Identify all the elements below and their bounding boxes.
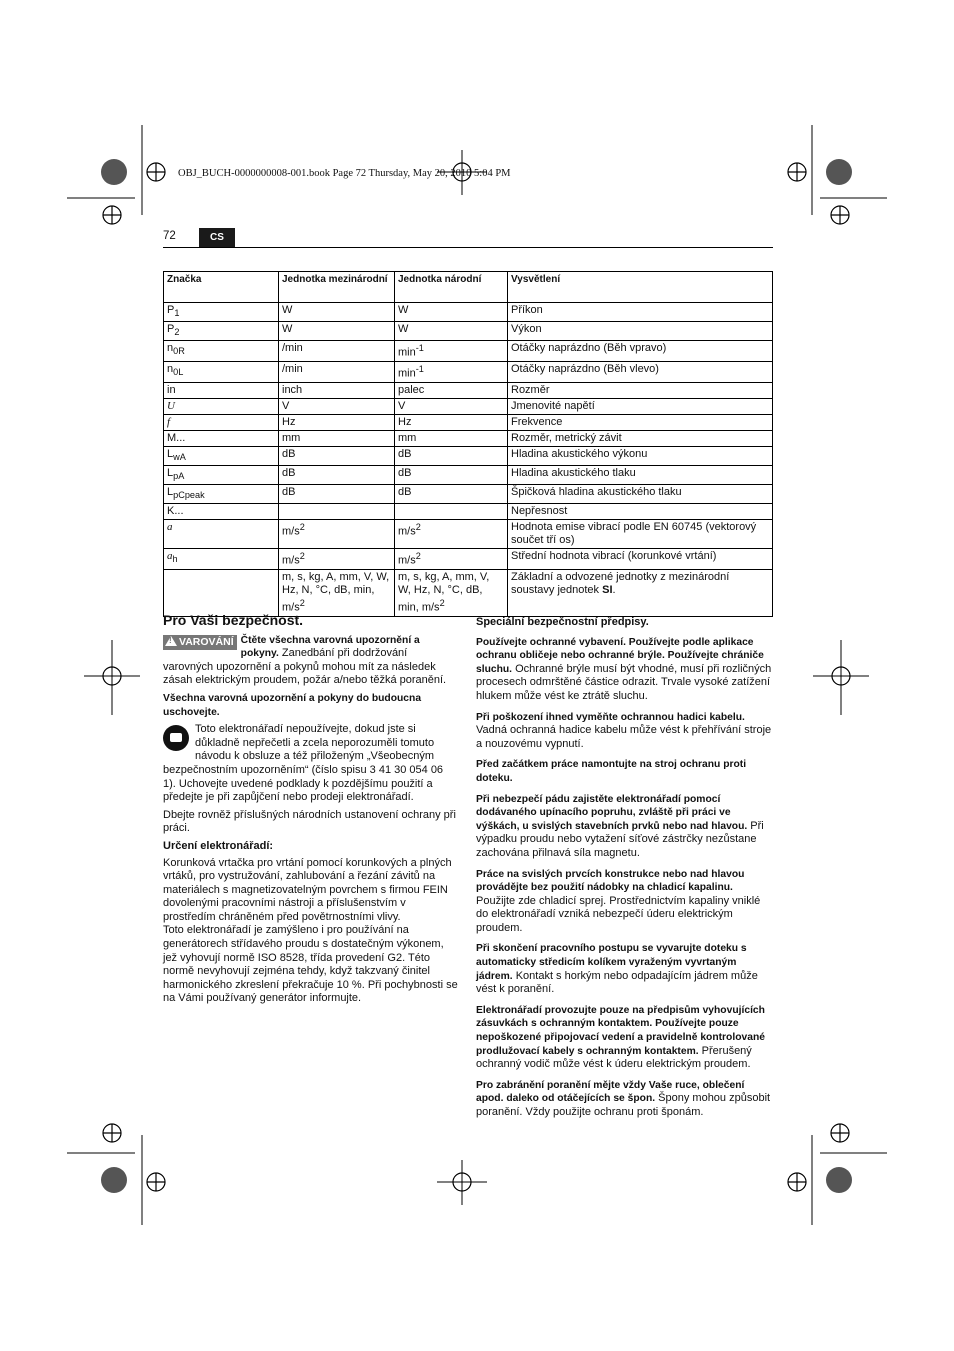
intl-unit: V	[282, 399, 290, 412]
national-unit-cell	[395, 504, 508, 520]
safety-rule	[476, 1004, 773, 1072]
explanation: Otáčky naprázdno (Běh vlevo)	[511, 363, 659, 376]
intl-unit: dB	[282, 447, 296, 460]
symbol-cell	[164, 520, 279, 549]
symbol: a	[167, 550, 173, 563]
table-row	[164, 414, 773, 430]
national-unit-cell	[395, 341, 508, 362]
left-column	[163, 614, 458, 1010]
national-unit: dB	[398, 486, 412, 499]
header-rule	[163, 247, 773, 248]
intl-unit-cell	[279, 465, 395, 484]
symbol-cell	[164, 322, 279, 341]
national-regulations: Dbejte rovněž příslušných národních ustanovení ochrany při práci.	[163, 808, 456, 835]
national-unit-cell	[395, 430, 508, 446]
symbol-subscript: wA	[173, 451, 186, 462]
table-row	[164, 303, 773, 322]
explanation: Nepřesnost	[511, 505, 568, 518]
safety-rule-text: Přerušený ochranný vodič může vést k úderu elektrickým proudem.	[476, 1044, 752, 1071]
explanation: Základní a odvozené jednotky z mezinárodní soustavy jednotek	[511, 570, 730, 596]
table-row	[164, 549, 773, 570]
national-unit: Hz	[398, 415, 412, 428]
intl-unit: /min	[282, 363, 303, 376]
intl-unit-cell	[279, 504, 395, 520]
intl-unit: W	[282, 304, 293, 316]
symbol-cell	[164, 414, 279, 430]
symbol-cell	[164, 504, 279, 520]
safety-rule	[476, 793, 773, 861]
symbol: n	[167, 342, 174, 355]
national-unit-cell	[395, 569, 508, 616]
symbol-cell	[164, 549, 279, 570]
national-unit: dB	[398, 466, 412, 479]
national-unit-cell	[395, 446, 508, 465]
symbol-subscript: 0L	[173, 367, 184, 378]
symbol-cell	[164, 303, 279, 322]
symbol-cell	[164, 382, 279, 398]
table-row	[164, 465, 773, 484]
safety-rule-text: Použijte zde chladicí sprej. Prostřednictvím kapaliny vniklé do elektronářadí vzniká nebezpečí úderu elektrickým proudem.	[476, 894, 761, 934]
explanation-cell	[508, 430, 773, 446]
national-unit: W	[398, 304, 409, 316]
symbol-subscript: pA	[173, 471, 185, 482]
safety-rule-text: Kontakt s horkým nebo odpadajícím jádrem může vést k poranění.	[476, 969, 758, 996]
page-number: 72	[163, 230, 176, 242]
national-unit-cell	[395, 382, 508, 398]
explanation-cell	[508, 303, 773, 322]
warning-badge	[163, 635, 237, 651]
intl-unit-cell	[279, 485, 395, 504]
intl-unit-cell	[279, 398, 395, 414]
intl-unit: mm	[282, 431, 301, 444]
national-unit: m/s	[398, 554, 416, 567]
safety-rule-bold: Při poškození ihned vyměňte ochrannou hadici kabelu.	[476, 711, 745, 723]
symbol-subscript: 2	[174, 327, 180, 338]
explanation-cell	[508, 341, 773, 362]
safety-rule-bold: Při skončení pracovního postupu se vyvarujte doteku s automaticky středicím kolíkem vyraženým vyvrtaným jádrem.	[476, 943, 747, 982]
explanation-cell	[508, 485, 773, 504]
national-unit: V	[398, 399, 406, 412]
intl-unit: W	[282, 323, 293, 336]
explanation: Frekvence	[511, 415, 563, 428]
explanation: Rozměr	[511, 383, 550, 396]
read-manual-paragraph	[163, 723, 458, 805]
safety-rule-text: Vadná ochranná hadice kabelu může vést k přehřívání stroje a nouzovému vypnutí.	[476, 724, 772, 750]
symbol-cell	[164, 465, 279, 484]
safety-rule-bold: Používejte ochranné vybavení. Používejte podle aplikace ochranu obličeje nebo ochranné brýle. Používejte chrániče sluchu.	[476, 636, 764, 675]
explanation: Hodnota emise vibrací podle EN 60745 (vektorový součet tří os)	[511, 521, 757, 547]
purpose-paragraph-1: Korunková vrtačka pro vrtání pomocí korunkových a plných vrtáků, pro vystružování, zahlubování a řezání závitů na materiálech s magnetizovatelným povrchem s firmou FEIN dovolenými pracovními nástroji a příslušenstvím v prostředím chráněném před povětrnostními vlivy.	[163, 856, 452, 923]
explanation-cell	[508, 322, 773, 341]
read-manual-text: Toto elektronářadí nepoužívejte, dokud jste si důkladně nepřečetli a zcela neporozuměli tomuto návodu k obsluze a též přiloženým „Všeobecným bezpečnostním upozorněním“ (číslo spisu 3 41 30 054 06 1). Uchovejte uvedené podklady k pozdějšímu použití a předejte je při zapůjčení nebo prodeji elektronářadí.	[163, 723, 444, 804]
explanation: Hladina akustického tlaku	[511, 466, 636, 479]
national-unit-cell	[395, 485, 508, 504]
symbol-subscript: 1	[174, 308, 180, 319]
explanation: Hladina akustického výkonu	[511, 447, 648, 460]
intl-unit: m, s, kg, A, mm, V, W, Hz, N, °C, dB, min, m/s	[282, 570, 390, 614]
intl-unit: inch	[282, 383, 303, 396]
symbol: a	[167, 521, 173, 534]
symbol-cell	[164, 398, 279, 414]
intl-unit-cell	[279, 322, 395, 341]
symbol: M...	[167, 431, 186, 444]
safety-rule-bold: Práce na svislých prvcích konstrukce nebo nad hlavou provádějte bez použití nádobky na chladicí kapalinu.	[476, 868, 745, 894]
explanation-cell	[508, 569, 773, 616]
symbol: P	[167, 304, 175, 316]
safety-rule-bold: Elektronářadí provozujte pouze na předpisům vyhovujících zásuvkách s ochranným kontaktem. Používejte pouze nepoškozené připojovací vedení a pravidelně kontrolované prodlužovací kabely s ochranným kontaktem.	[476, 1004, 765, 1057]
table-row	[164, 569, 773, 616]
symbol-cell	[164, 341, 279, 362]
intl-unit-cell	[279, 414, 395, 430]
intl-unit-cell	[279, 382, 395, 398]
right-column	[476, 614, 773, 1127]
intl-unit-sup: 2	[299, 551, 305, 562]
explanation-cell	[508, 520, 773, 549]
explanation-cell	[508, 362, 773, 383]
purpose-paragraph-2: Toto elektronářadí je zamýšleno i pro používání na generátorech střídavého proudu s dostatečným výkonem, jež vyhovují normě ISO 8528, třída provedení G2. Této normě nevyhovují zejména tehdy, když takzvaný činitel harmonického zkreslení překračuje 10 %. Při pochybnosti se na Vámi používaný generátor informujte.	[163, 924, 458, 1005]
national-unit-sup: -1	[415, 343, 424, 354]
intl-unit-cell	[279, 549, 395, 570]
symbol-cell	[164, 569, 279, 616]
intl-unit-cell	[279, 341, 395, 362]
table-row	[164, 322, 773, 341]
intl-unit: Hz	[282, 415, 296, 428]
table-header-cell: Jednotka mezinárodní	[279, 272, 395, 303]
safety-rule-bold: Při nebezpečí pádu zajistěte elektronářadí pomocí dodávaného upínacího popruhu, zvláště při práci ve výškách, u svislých stavebních prvků nebo nad hlavou.	[476, 793, 748, 832]
national-unit-cell	[395, 549, 508, 570]
safety-rule-bold: Pro zabránění poranění mějte vždy Vaše ruce, oblečení apod. daleko od otáčejících se špon.	[476, 1079, 745, 1105]
safety-rule	[476, 868, 773, 936]
intl-unit-cell	[279, 569, 395, 616]
symbol: U	[167, 399, 175, 412]
intl-unit: dB	[282, 466, 296, 479]
intl-unit: dB	[282, 486, 296, 499]
safety-rule	[476, 1079, 773, 1120]
national-unit-sup: 2	[439, 597, 445, 608]
explanation-cell	[508, 382, 773, 398]
symbol: L	[167, 486, 174, 499]
explanation-cell	[508, 465, 773, 484]
table-header-cell: Vysvětlení	[508, 272, 773, 303]
warning-icon: !	[165, 636, 177, 646]
table-header-cell: Značka	[164, 272, 279, 303]
read-manual-icon	[163, 725, 189, 751]
symbol-subscript: pCpeak	[173, 490, 205, 501]
safety-rule-text: Ochranné brýle musí být vhodné, musí při rozličných procesech odmrštěné částice odrazit. Trvale vysoké zatížení hlukem může vést ke ztrátě sluchu.	[476, 662, 772, 702]
national-unit: m/s	[398, 525, 416, 538]
symbol: K...	[167, 505, 184, 518]
national-unit-cell	[395, 465, 508, 484]
symbol-cell	[164, 446, 279, 465]
symbol-cell	[164, 430, 279, 446]
explanation-end: .	[612, 583, 616, 596]
table-row	[164, 446, 773, 465]
explanation: Jmenovité napětí	[511, 399, 595, 412]
warning-text: Zanedbání při dodržování varovných upozornění a pokynů mohou mít za následek zásah elektrickým proudem, požár a/nebo těžká poranění.	[163, 647, 447, 687]
table-row	[164, 485, 773, 504]
explanation-cell	[508, 398, 773, 414]
intl-unit-cell	[279, 520, 395, 549]
symbol: n	[167, 363, 174, 376]
symbol: L	[167, 466, 174, 479]
explanation-cell	[508, 504, 773, 520]
national-unit-cell	[395, 398, 508, 414]
intl-unit: m/s	[282, 554, 300, 567]
table-header-row	[164, 272, 773, 303]
national-unit-cell	[395, 362, 508, 383]
warning-label: VAROVÁNÍ	[179, 635, 234, 648]
safety-rule	[476, 711, 773, 752]
national-unit: m, s, kg, A, mm, V, W, Hz, N, °C, dB, min, m/s	[398, 570, 490, 614]
warning-paragraph	[163, 634, 458, 688]
safety-rule-text: Špony mohou způsobit poranění. Vždy použijte ochranu proti šponám.	[476, 1092, 771, 1118]
national-unit-sup: 2	[415, 522, 421, 533]
table-row	[164, 362, 773, 383]
symbol: in	[167, 383, 176, 396]
explanation: Střední hodnota vibrací (korunkové vrtání)	[511, 550, 717, 563]
symbol-cell	[164, 362, 279, 383]
explanation: Rozměr, metrický závit	[511, 431, 622, 444]
national-unit: min	[398, 367, 416, 380]
intl-unit: /min	[282, 342, 303, 355]
explanation-bold: SI	[602, 583, 613, 596]
special-rules-heading: Speciální bezpečnostní předpisy.	[476, 616, 649, 628]
symbol-subscript: 0R	[173, 346, 185, 357]
symbol-cell	[164, 485, 279, 504]
intl-unit: m/s	[282, 525, 300, 538]
warning-bold: Čtěte všechna varovná upozornění a pokyny.	[240, 634, 420, 660]
explanation: Výkon	[511, 323, 542, 336]
national-unit: dB	[398, 447, 412, 460]
intl-unit-cell	[279, 303, 395, 322]
national-unit-sup: -1	[415, 364, 424, 375]
national-unit-cell	[395, 414, 508, 430]
table-row	[164, 398, 773, 414]
section-title: Pro Vaši bezpečnost.	[163, 612, 304, 628]
national-unit-cell	[395, 303, 508, 322]
national-unit: palec	[398, 383, 425, 396]
symbol: L	[167, 447, 174, 460]
symbol-subscript: h	[172, 554, 178, 565]
keep-instructions: Všechna varovná upozornění a pokyny do budoucna uschovejte.	[163, 692, 422, 718]
table-header-cell: Jednotka národní	[395, 272, 508, 303]
table-row	[164, 520, 773, 549]
intl-unit-cell	[279, 362, 395, 383]
explanation-cell	[508, 446, 773, 465]
table-row	[164, 504, 773, 520]
purpose-heading: Určení elektronářadí:	[163, 839, 274, 852]
symbol: P	[167, 323, 175, 336]
safety-rule-bold: Před začátkem práce namontujte na stroj ochranu proti doteku.	[476, 759, 747, 784]
table-row	[164, 430, 773, 446]
table-row	[164, 341, 773, 362]
symbol: f	[167, 415, 171, 428]
explanation: Otáčky naprázdno (Běh vpravo)	[511, 342, 667, 355]
national-unit: mm	[398, 431, 417, 444]
explanation: Příkon	[511, 304, 543, 316]
national-unit-cell	[395, 520, 508, 549]
national-unit-cell	[395, 322, 508, 341]
intl-unit-sup: 2	[299, 597, 305, 608]
national-unit: min	[398, 347, 416, 360]
safety-rule	[476, 636, 773, 704]
language-tag: CS	[199, 228, 235, 247]
national-unit: W	[398, 323, 409, 336]
explanation: Špičková hladina akustického tlaku	[511, 486, 682, 499]
safety-rule-text: Při výpadku proudu nebo vytažení síťové zástrčky nezůstane zachována přilnavá síla magnetu.	[476, 819, 764, 859]
print-info: OBJ_BUCH-0000000008-001.book Page 72 Thursday, May 20, 2010 5:04 PM	[178, 168, 511, 179]
safety-rule	[476, 758, 773, 785]
intl-unit-sup: 2	[299, 522, 305, 533]
intl-unit-cell	[279, 430, 395, 446]
table-row	[164, 382, 773, 398]
intl-unit-cell	[279, 446, 395, 465]
safety-rule	[476, 942, 773, 996]
national-unit-sup: 2	[415, 551, 421, 562]
explanation-cell	[508, 414, 773, 430]
symbols-table	[163, 271, 773, 617]
explanation-cell	[508, 549, 773, 570]
